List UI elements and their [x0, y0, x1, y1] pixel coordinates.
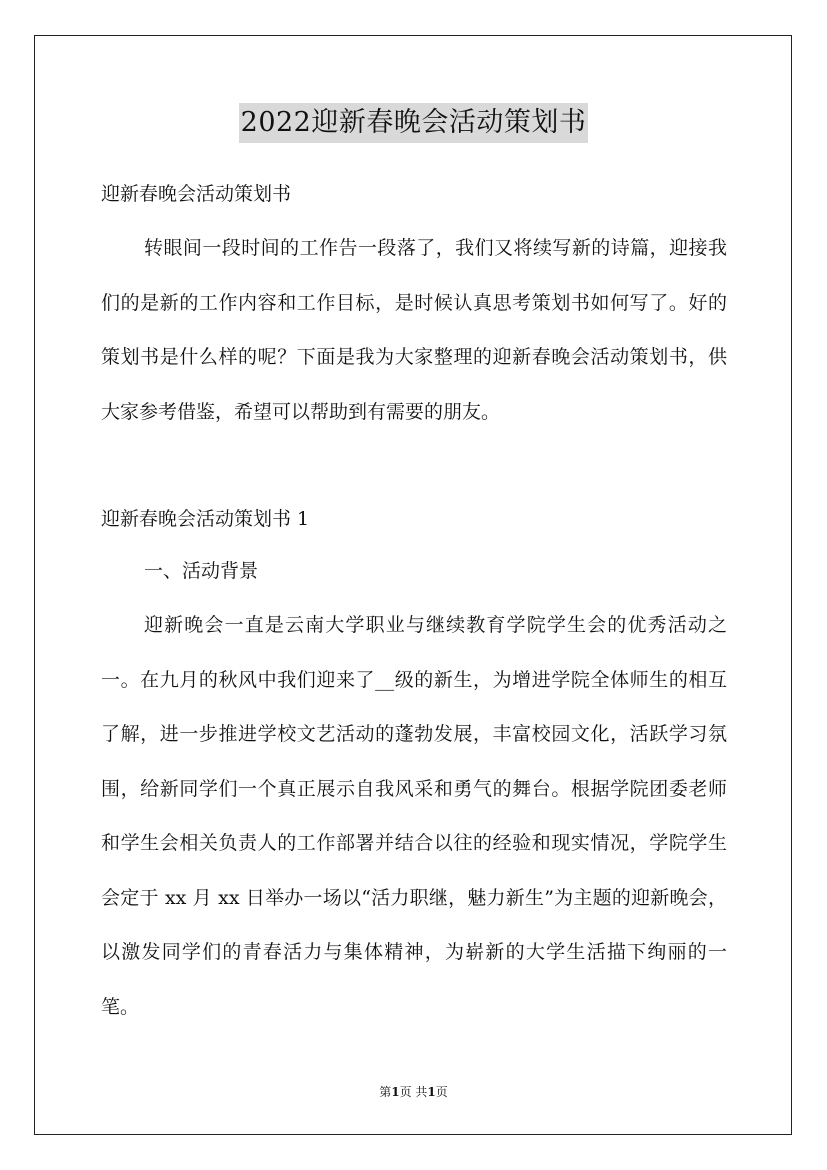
- title-container: [0, 103, 827, 143]
- footer-page-mid: 页 共: [399, 1085, 428, 1099]
- footer-page-current: 1: [391, 1085, 400, 1099]
- intro-paragraph: 转眼间一段时间的工作告一段落了，我们又将续写新的诗篇，迎接我们的是新的工作内容和工作目标，是时候认真思考策划书如何写了。好的策划书是什么样的呢？下面是我为大家整理的迎新春晚会活动策划书，供大家参考借鉴，希望可以帮助到有需要的朋友。: [101, 237, 727, 423]
- section-heading: 一、活动背景: [144, 560, 259, 582]
- footer-page-total: 1: [427, 1085, 436, 1099]
- footer-page-prefix: 第: [379, 1085, 392, 1099]
- document-title: 2022迎新春晚会活动策划书: [239, 103, 589, 143]
- section-title: 迎新春晚会活动策划书 1: [101, 508, 310, 530]
- footer-page-suffix: 页: [435, 1085, 448, 1099]
- page-footer: [0, 1083, 827, 1101]
- document-subtitle: 迎新春晚会活动策划书: [101, 183, 292, 205]
- body-paragraph: 迎新晚会一直是云南大学职业与继续教育学院学生会的优秀活动之一。在九月的秋风中我们迎来了__级的新生，为增进学院全体师生的相互了解，进一步推进学校文艺活动的蓬勃发展，丰富校园文化，活跃学习氛围，给新同学们一个真正展示自我风采和勇气的舞台。根据学院团委老师和学生会相关负责人的工作部署并结合以往的经验和现实情况，学院学生会定于 xx 月 xx 日举办一场以“活力职继，魅力新生”为主题的迎新晚会，以激发同学们的青春活力与集体精神，为崭新的大学生活描下绚丽的一笔。: [101, 614, 727, 1018]
